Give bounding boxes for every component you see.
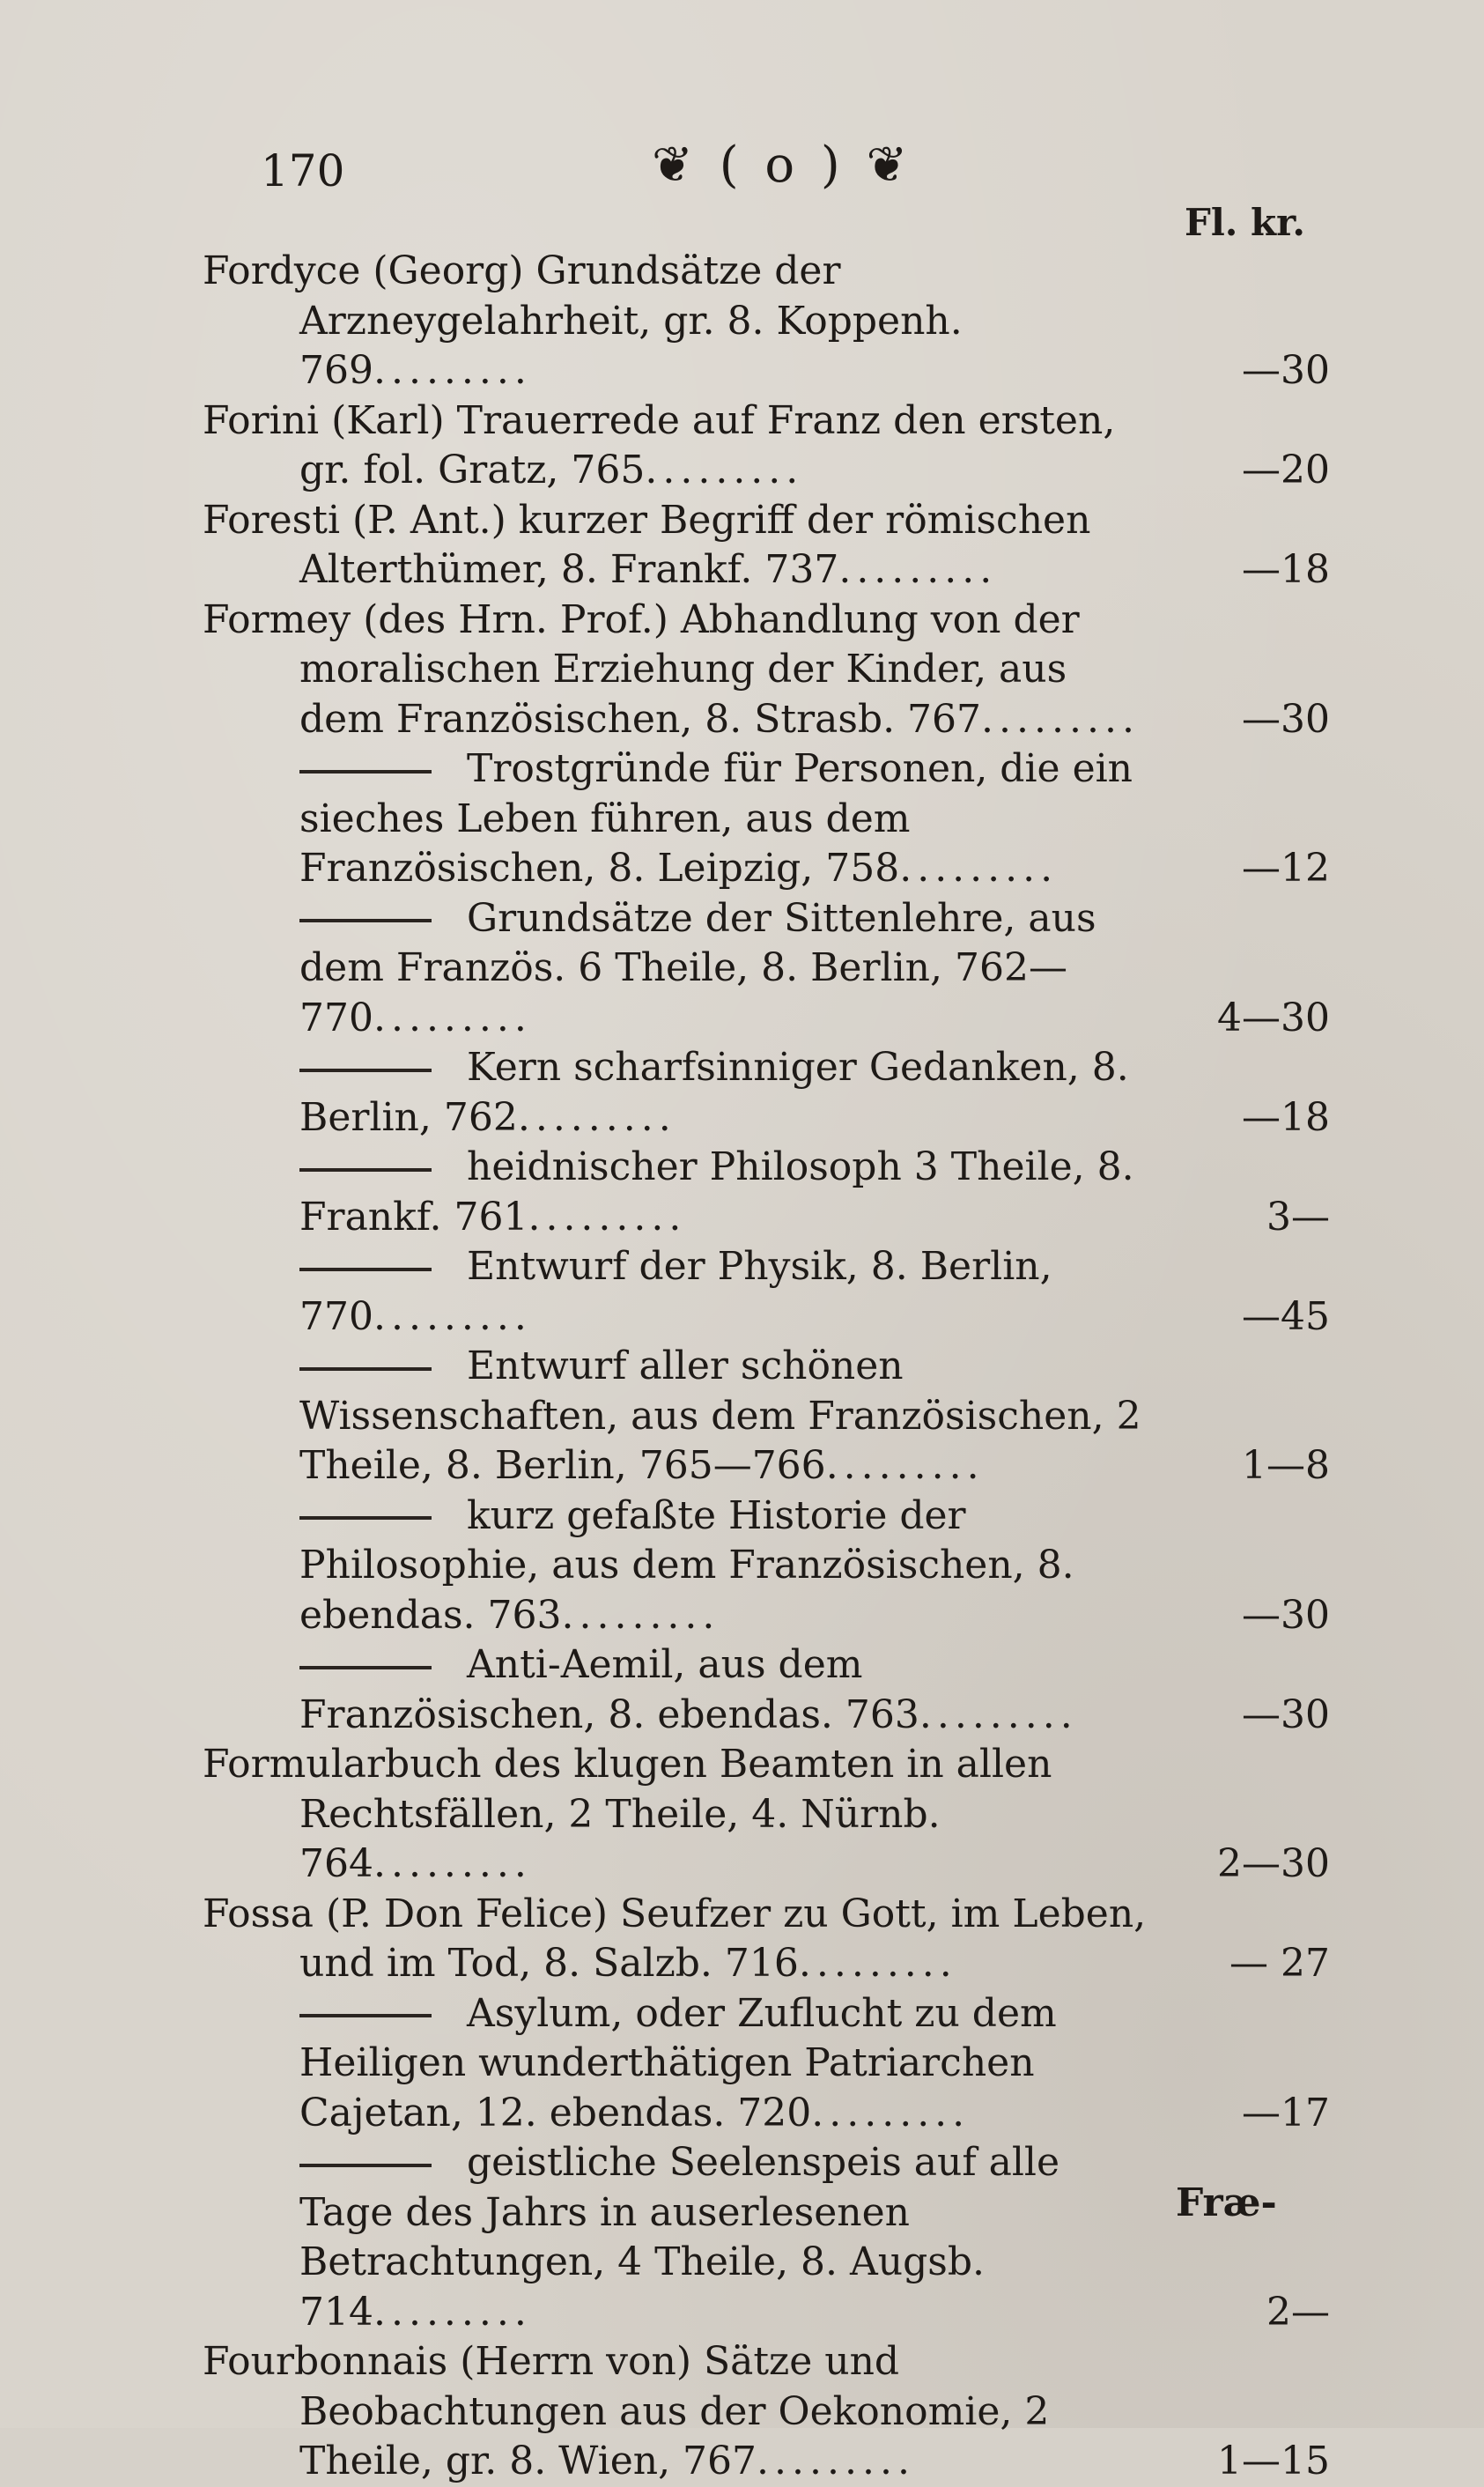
ditto-dash [299,770,432,773]
entry-price: — 27 [1229,1941,1330,1986]
entry-price: —45 [1242,1293,1330,1339]
catalogue-entry: Grundsätze der Sittenlehre, aus dem Französ. 6 Theile, 8. Berlin, 762—770......... 4—30 [203,894,1330,1044]
entry-text: Anti-Aemil, aus dem Französischen, 8. ebendas. 763 [299,1642,919,1737]
catchword: Fræ- [1176,2180,1277,2225]
catalogue-entry: Anti-Aemil, aus dem Französischen, 8. ebendas. 763......... —30 [203,1640,1330,1740]
entry-text: Fourbonnais (Herrn von) Sätze und Beobachtungen aus der Oekonomie, 2 Theile, gr. 8. Wien, 767 [203,2339,1050,2483]
page-header [203,137,1330,207]
page-number: 170 [261,145,345,196]
entry-price: —18 [1242,547,1330,592]
ditto-dash [299,1516,432,1520]
entry-price: 1—8 [1242,1443,1330,1488]
signature-ornament: ❦ ( o ) ❦ [652,137,913,194]
catalogue-entry: geistliche Seelenspeis auf alle Tage des Jahrs in auserlesenen Betrachtungen, 4 Theile, 8. Augsb. 714......... 2— [203,2138,1330,2337]
entry-text: Grundsätze der Sittenlehre, aus dem Französ. 6 Theile, 8. Berlin, 762—770 [299,895,1096,1040]
entry-price: 4—30 [1217,995,1330,1040]
entry-text: Fordyce (Georg) Grundsätze der Arzneygelahrheit, gr. 8. Koppenh. 769 [203,248,963,393]
entry-text: geistliche Seelenspeis auf alle Tage des Jahrs in auserlesenen Betrachtungen, 4 Theile, 8. Augsb. 714 [299,2140,1060,2335]
entry-text: Formey (des Hrn. Prof.) Abhandlung von der moralischen Erziehung der Kinder, aus dem Französischen, 8. Strasb. 767 [203,596,1080,742]
ditto-dash [299,2014,432,2017]
catalogue-entry: Fourbonnais (Herrn von) Sätze und Beobachtungen aus der Oekonomie, 2 Theile, gr. 8. Wien, 767......... 1—15 [203,2337,1330,2487]
ditto-dash [299,1666,432,1669]
catalogue-entry: Kern scharfsinniger Gedanken, 8. Berlin, 762......... —18 [203,1043,1330,1143]
ditto-dash [299,919,432,922]
ditto-dash [299,1367,432,1371]
entry-price: 3— [1266,1194,1330,1240]
catalogue-entry: Entwurf aller schönen Wissenschaften, aus dem Französischen, 2 Theile, 8. Berlin, 765—766......... 1—8 [203,1342,1330,1491]
catalogue-entry: Fordyce (Georg) Grundsätze der Arzneygelahrheit, gr. 8. Koppenh. 769......... —30 [203,247,1330,396]
entry-text: heidnischer Philosoph 3 Theile, 8. Frankf. 761 [299,1144,1134,1240]
ditto-dash [299,1168,432,1172]
entry-price: —30 [1242,1592,1330,1638]
entry-text: Entwurf aller schönen Wissenschaften, aus dem Französischen, 2 Theile, 8. Berlin, 765—766 [299,1343,1141,1488]
entry-text: kurz gefaßte Historie der Philosophie, aus dem Französischen, 8. ebendas. 763 [299,1492,1074,1638]
catalogue-entries [203,247,1330,2487]
entry-text: Forini (Karl) Trauerrede auf Franz den ersten, gr. fol. Gratz, 765 [203,397,1116,492]
entry-price: —12 [1242,846,1330,891]
ditto-dash [299,2164,432,2167]
entry-text: Trostgründe für Personen, die ein sieches Leben führen, aus dem Französischen, 8. Leipzig, 758 [299,746,1133,891]
catalogue-entry: Trostgründe für Personen, die ein sieches Leben führen, aus dem Französischen, 8. Leipzig, 758......... —12 [203,744,1330,894]
catalogue-entry: heidnischer Philosoph 3 Theile, 8. Frankf. 761......... 3— [203,1143,1330,1242]
entry-price: —20 [1242,448,1330,492]
entry-text: Entwurf der Physik, 8. Berlin, 770 [299,1244,1052,1339]
currency-column-heading: Fl. kr. [1185,201,1306,244]
catalogue-entry: Entwurf der Physik, 8. Berlin, 770......... —45 [203,1242,1330,1342]
ditto-dash [299,1069,432,1072]
catalogue-entry: Formularbuch des klugen Beamten in allen Rechtsfällen, 2 Theile, 4. Nürnb. 764......... 2—30 [203,1740,1330,1890]
entry-price: —17 [1242,2090,1330,2135]
catalogue-entry: Forini (Karl) Trauerrede auf Franz den ersten, gr. fol. Gratz, 765......... —20 [203,396,1330,496]
entry-text: Kern scharfsinniger Gedanken, 8. Berlin, 762 [299,1045,1129,1140]
entry-price: —30 [1242,348,1330,393]
catalogue-entry: kurz gefaßte Historie der Philosophie, aus dem Französischen, 8. ebendas. 763......... —30 [203,1491,1330,1641]
entry-price: —30 [1242,696,1330,742]
entry-text: Formularbuch des klugen Beamten in allen Rechtsfällen, 2 Theile, 4. Nürnb. 764 [203,1742,1052,1886]
catalogue-entry: Foresti (P. Ant.) kurzer Begriff der römischen Alterthümer, 8. Frankf. 737......... —18 [203,496,1330,596]
catalogue-entry: Fossa (P. Don Felice) Seufzer zu Gott, im Leben, und im Tod, 8. Salzb. 716......... — 27 [203,1890,1330,1989]
entry-price: 1—15 [1217,2439,1330,2483]
catalogue-entry: Asylum, oder Zuflucht zu dem Heiligen wunderthätigen Patriarchen Cajetan, 12. ebendas. 720......... —17 [203,1989,1330,2139]
entry-price: —30 [1242,1691,1330,1737]
entry-price: —18 [1242,1094,1330,1140]
entry-text: Asylum, oder Zuflucht zu dem Heiligen wunderthätigen Patriarchen Cajetan, 12. ebendas. 720 [299,1990,1057,2135]
entry-price: 2—30 [1217,1841,1330,1886]
entry-text: Fossa (P. Don Felice) Seufzer zu Gott, im Leben, und im Tod, 8. Salzb. 716 [203,1891,1147,1986]
entry-price: 2— [1266,2289,1330,2335]
entry-text: Foresti (P. Ant.) kurzer Begriff der römischen Alterthümer, 8. Frankf. 737 [203,497,1091,592]
catalogue-entry: Formey (des Hrn. Prof.) Abhandlung von der moralischen Erziehung der Kinder, aus dem Französischen, 8. Strasb. 767......... —30 [203,596,1330,745]
ditto-dash [299,1268,432,1271]
